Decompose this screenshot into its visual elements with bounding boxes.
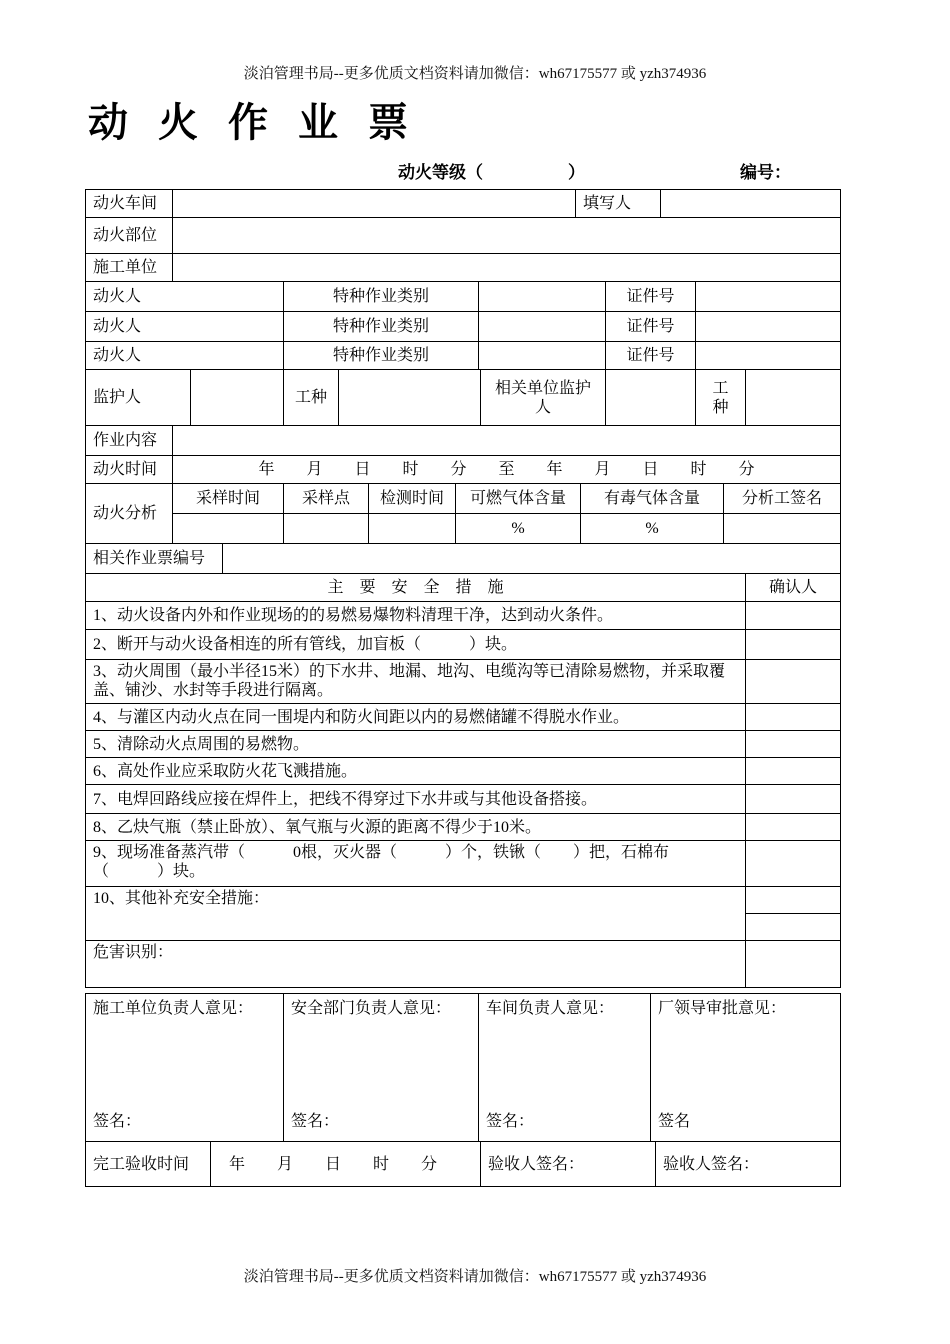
- row-fire-time: [86, 456, 841, 484]
- filler-value-cell[interactable]: [661, 190, 841, 218]
- fire-part-label: 动火部位: [86, 218, 173, 254]
- measure-text: 7、电焊回路线应接在焊件上，把线不得穿过下水井或与其他设备搭接。: [86, 785, 746, 814]
- row-measures-header: [86, 574, 841, 602]
- confirm-cell[interactable]: [746, 704, 841, 731]
- measure-row-8: [86, 814, 841, 841]
- special-type-value-cell[interactable]: [479, 342, 606, 370]
- toxic-gas-header: 有毒气体含量: [581, 484, 724, 514]
- trade-label-2: 工种: [696, 370, 746, 426]
- confirm-cell[interactable]: [746, 630, 841, 660]
- fire-time-label: 动火时间: [86, 456, 173, 484]
- measure-row-6: [86, 758, 841, 785]
- confirm-cell[interactable]: [746, 660, 841, 704]
- fire-part-value-cell[interactable]: [173, 218, 841, 254]
- row-fire-part: [86, 218, 841, 254]
- form-content: [85, 91, 841, 1187]
- special-type-value-cell[interactable]: [479, 282, 606, 312]
- measure-text: 4、与灌区内动火点在同一围堤内和防火间距以内的易燃储罐不得脱水作业。: [86, 704, 746, 731]
- measure-text: 6、高处作业应采取防火花飞溅措施。: [86, 758, 746, 785]
- row-workshop: [86, 190, 841, 218]
- analysis-value-row: [173, 514, 841, 544]
- related-permit-value-cell[interactable]: [223, 544, 841, 574]
- level-row: [85, 158, 841, 183]
- completion-time-label: 完工验收时间: [86, 1142, 211, 1187]
- cert-no-value-cell[interactable]: [696, 282, 841, 312]
- guardian-label: 监护人: [86, 370, 191, 426]
- job-content-label: 作业内容: [86, 426, 173, 456]
- sample-time-header: 采样时间: [173, 484, 284, 514]
- measure-text: 5、清除动火点周围的易燃物。: [86, 731, 746, 758]
- confirm-cell[interactable]: [746, 758, 841, 785]
- measure-row-4: [86, 704, 841, 731]
- construction-unit-label: 施工单位: [86, 254, 173, 282]
- row-approvals: [86, 994, 841, 1142]
- special-type-value-cell[interactable]: [479, 312, 606, 342]
- row-worker-1: [86, 282, 841, 312]
- special-type-label: 特种作业类别: [284, 282, 479, 312]
- safety-opinion-cell[interactable]: [284, 994, 479, 1142]
- row-job-content: [86, 426, 841, 456]
- measure-row-2: [86, 630, 841, 660]
- confirm-cell[interactable]: [746, 914, 841, 941]
- footer-note: 淡泊管理书局--更多优质文档资料请加微信：wh67175577 或 yzh374936: [243, 1269, 707, 1285]
- test-time-header: 检测时间: [369, 484, 456, 514]
- flammable-gas-header: 可燃气体含量: [456, 484, 581, 514]
- sign-label: 签名：: [486, 1113, 535, 1130]
- measure-row-7: [86, 785, 841, 814]
- measure-row-1: [86, 602, 841, 630]
- cert-no-label: 证件号: [606, 342, 696, 370]
- analyst-sign-cell[interactable]: [724, 514, 841, 544]
- analyst-sign-header: 分析工签名: [724, 484, 841, 514]
- sample-point-header: 采样点: [284, 484, 369, 514]
- permit-table: [85, 189, 841, 988]
- confirm-cell[interactable]: [746, 731, 841, 758]
- completion-date-cell[interactable]: 年 月 日 时 分: [211, 1142, 481, 1187]
- trade-value-cell[interactable]: [339, 370, 481, 426]
- row-hazard: [86, 941, 841, 988]
- toxic-percent-cell[interactable]: %: [581, 514, 724, 544]
- measure-row-3: [86, 660, 841, 704]
- measure-text: 2、断开与动火设备相连的所有管线，加盲板（ ）块。: [86, 630, 746, 660]
- measures-title: 主 要 安 全 措 施: [86, 574, 746, 602]
- related-guardian-value-cell[interactable]: [606, 370, 696, 426]
- sample-time-value-cell[interactable]: [173, 514, 284, 544]
- cert-no-label: 证件号: [606, 282, 696, 312]
- factory-opinion-label: 厂领导审批意见：: [658, 1000, 787, 1017]
- special-type-label: 特种作业类别: [284, 342, 479, 370]
- safety-opinion-label: 安全部门负责人意见：: [291, 1000, 452, 1017]
- acceptor-sign-cell-2[interactable]: 验收人签名：: [656, 1142, 841, 1187]
- related-permit-label: 相关作业票编号: [86, 544, 223, 574]
- worker-label: 动火人: [86, 282, 284, 312]
- permit-number-label: 编号：: [740, 163, 791, 182]
- analysis-grid: [173, 484, 841, 544]
- hazard-label: 危害识别：: [86, 941, 746, 988]
- worker-label: 动火人: [86, 312, 284, 342]
- analysis-header-row: [173, 484, 841, 514]
- confirm-cell[interactable]: [746, 887, 841, 914]
- workshop-opinion-cell[interactable]: [479, 994, 651, 1142]
- worker-label: 动火人: [86, 342, 284, 370]
- fire-analysis-label: 动火分析: [86, 484, 173, 544]
- job-content-value-cell[interactable]: [173, 426, 841, 456]
- sign-label: 签名：: [93, 1113, 142, 1130]
- row-related-permit: [86, 544, 841, 574]
- cert-no-label: 证件号: [606, 312, 696, 342]
- sign-label: 签名: [658, 1113, 691, 1130]
- flammable-percent-cell[interactable]: %: [456, 514, 581, 544]
- measure-row-9: [86, 841, 841, 887]
- measure-row-5: [86, 731, 841, 758]
- test-time-value-cell[interactable]: [369, 514, 456, 544]
- header-note: 淡泊管理书局--更多优质文档资料请加微信：wh67175577 或 yzh374936: [243, 66, 707, 82]
- row-worker-3: [86, 342, 841, 370]
- row-guardian: [86, 370, 841, 426]
- confirm-cell[interactable]: [746, 602, 841, 630]
- workshop-label: 动火车间: [86, 190, 173, 218]
- sample-point-value-cell[interactable]: [284, 514, 369, 544]
- acceptor-sign-cell-1[interactable]: 验收人签名：: [481, 1142, 656, 1187]
- confirm-cell[interactable]: [746, 941, 841, 988]
- confirm-cell[interactable]: [746, 841, 841, 887]
- construction-opinion-label: 施工单位负责人意见：: [93, 1000, 254, 1017]
- related-guardian-label: 相关单位监护人: [481, 370, 606, 426]
- sign-label: 签名：: [291, 1113, 340, 1130]
- construction-unit-value-cell[interactable]: [173, 254, 841, 282]
- cert-no-value-cell[interactable]: [696, 312, 841, 342]
- confirm-cell[interactable]: [746, 785, 841, 814]
- trade-value-cell-2[interactable]: [746, 370, 841, 426]
- confirm-person-header: 确认人: [746, 574, 841, 602]
- row-completion: [86, 1142, 841, 1187]
- workshop-value-cell[interactable]: [173, 190, 576, 218]
- fire-time-value[interactable]: 年 月 日 时 分 至 年 月 日 时 分: [173, 456, 841, 484]
- approval-table: [85, 993, 841, 1187]
- cert-no-value-cell[interactable]: [696, 342, 841, 370]
- measure-text: 3、动火周围（最小半径15米）的下水井、地漏、地沟、电缆沟等已清除易燃物，并采取覆盖、铺沙、水封等手段进行隔离。: [86, 660, 746, 704]
- measure-text: 9、现场准备蒸汽带（ 0根，灭火器（ ）个，铁锹（ ）把，石棉布（ ）块。: [86, 841, 746, 887]
- fire-level-label: 动火等级（ ）: [398, 163, 585, 182]
- trade-label: 工种: [284, 370, 339, 426]
- measure-text: 1、动火设备内外和作业现场的的易燃易爆物料清理干净，达到动火条件。: [86, 602, 746, 630]
- filler-label: 填写人: [576, 190, 661, 218]
- confirm-cell[interactable]: [746, 814, 841, 841]
- measure-row-10: [86, 887, 841, 941]
- guardian-value-cell[interactable]: [191, 370, 284, 426]
- row-worker-2: [86, 312, 841, 342]
- workshop-opinion-label: 车间负责人意见：: [486, 1000, 615, 1017]
- construction-opinion-cell[interactable]: [86, 994, 284, 1142]
- measure-text: 8、乙炔气瓶（禁止卧放）、氧气瓶与火源的距离不得少于10米。: [86, 814, 746, 841]
- row-fire-analysis: [86, 484, 841, 544]
- measure-text: 10、其他补充安全措施：: [86, 887, 746, 941]
- row-construction-unit: [86, 254, 841, 282]
- page-title: 动火作业票: [88, 101, 438, 145]
- confirm-cell-group: [746, 887, 841, 941]
- factory-opinion-cell[interactable]: [651, 994, 841, 1142]
- special-type-label: 特种作业类别: [284, 312, 479, 342]
